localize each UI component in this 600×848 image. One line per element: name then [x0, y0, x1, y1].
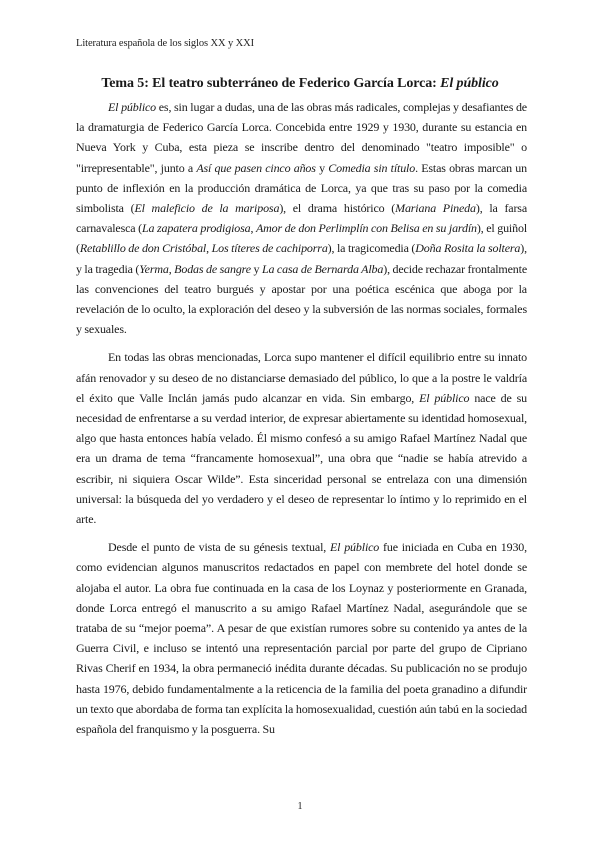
paragraph: [76, 97, 527, 339]
text-run: En todas las obras mencionadas, Lorca supo mantener el difícil equilibrio entre su innato afán renovador y su deseo de no distanciarse demasiado del público, lo que a la postre le valdría el éxito que Valle Inclán jamás pudo alcanzar en vida. Sin embargo,: [76, 350, 527, 405]
text-run: ), la farsa carnavalesca (: [76, 201, 528, 236]
text-run: fue iniciada en Cuba en 1930, como evidencian algunos manuscritos redactados en papel con membrete del hotel donde se alojaba el autor. La obra fue continuada en la casa de los Loynaz y posteriormente en Granada, donde Lorca entregó el manuscrito a su amigo Rafael Martínez Nadal, asegurándole que se trataba de su “mejor poema”. A pesar de que existían rumores sobre su contenido ya antes de la Guerra Civil, e incluso se intentó una representación parcial por parte del grupo de Cipriano Rivas Cherif en 1934, la obra permaneció inédita durante décadas. Su publicación no se produjo hasta 1976, debido fundamentalmente a la reticencia de la familia del poeta granadino a difundir un texto que abordaba de forma tan explícita la homosexualidad, cuestión aún tabú en la sociedad española del franquismo y la posguerra. Su: [76, 540, 527, 737]
page-number: 1: [297, 801, 303, 812]
text-run: ,: [250, 221, 256, 236]
italic-title-run: El público: [329, 540, 380, 555]
text-run: ), el guiñol (: [76, 221, 528, 256]
text-run: nace de su necesidad de enfrentarse a su verdad interior, de expresar abiertamente su identidad homosexual, algo que hasta entonces había velado. Él mismo confesó a su amigo Rafael Martínez Nadal que era un drama de tema “francamente homosexual”, una obra que “nadie se había atrevido a escribir, ni siquiera Oscar Wilde”. Esta sinceridad personal se entrelaza con una dimensión universal: la búsqueda del yo verdadero y el deseo de representar lo íntimo y lo reprimido en el arte.: [76, 390, 527, 527]
text-run: ), la tragicomedia (: [327, 241, 416, 256]
text-run: y: [250, 261, 262, 276]
page-title: [0, 76, 600, 92]
italic-title-run: Retablillo de don Cristóbal: [79, 241, 207, 256]
title-main: Tema 5: El teatro subterráneo de Federico García Lorca:: [101, 76, 441, 91]
paragraph: [76, 347, 527, 529]
text-run: ), el drama histórico (: [279, 201, 396, 216]
italic-title-run: Comedia sin título: [328, 160, 416, 175]
text-run: ,: [168, 261, 175, 276]
italic-title-run: El público: [108, 100, 157, 114]
text-run: y: [315, 160, 329, 175]
title-italic: El público: [440, 76, 499, 91]
body-text: [76, 97, 527, 747]
running-header: Literatura española de los siglos XX y XXI: [76, 38, 255, 49]
italic-title-run: Así que pasen cinco años: [196, 160, 316, 175]
italic-title-run: El maleficio de la mariposa: [134, 201, 280, 216]
paragraph: [76, 537, 527, 739]
italic-title-run: Doña Rosita la soltera: [415, 241, 521, 256]
italic-title-run: La casa de Bernarda Alba: [261, 261, 384, 276]
italic-title-run: La zapatera prodigiosa: [141, 221, 251, 236]
text-run: Desde el punto de vista de su génesis textual,: [108, 540, 330, 555]
text-run: . Estas obras marcan un punto de inflexión en la producción dramática de Lorca, ya que tras su paso por la comedia simbolista (: [76, 160, 528, 216]
italic-title-run: Bodas de sangre: [174, 261, 251, 276]
italic-title-run: Mariana Pineda: [395, 201, 476, 216]
italic-title-run: Amor de don Perlimplín con Belisa en su jardín: [255, 221, 477, 236]
text-run: ), y la tragedia (: [76, 241, 527, 276]
italic-title-run: Los títeres de cachiporra: [211, 241, 328, 256]
italic-title-run: Yerma: [139, 261, 169, 276]
text-run: ,: [206, 241, 212, 256]
italic-title-run: El público: [419, 390, 470, 405]
text-run: ), decide rechazar frontalmente las convenciones del teatro burgués y apostar por una poética escénica que aboga por la revelación de lo oculto, la exploración del deseo y la subversión de las normas sociales, formales y sexuales.: [76, 261, 527, 337]
text-run: es, sin lugar a dudas, una de las obras más radicales, complejas y desafiantes de la dramaturgia de Federico García Lorca. Concebida entre 1929 y 1930, durante su estancia en Nueva York y Cuba, esta pieza se inscribe dentro del denominado "teatro imposible" o "irrepresentable", junto a: [76, 100, 527, 175]
